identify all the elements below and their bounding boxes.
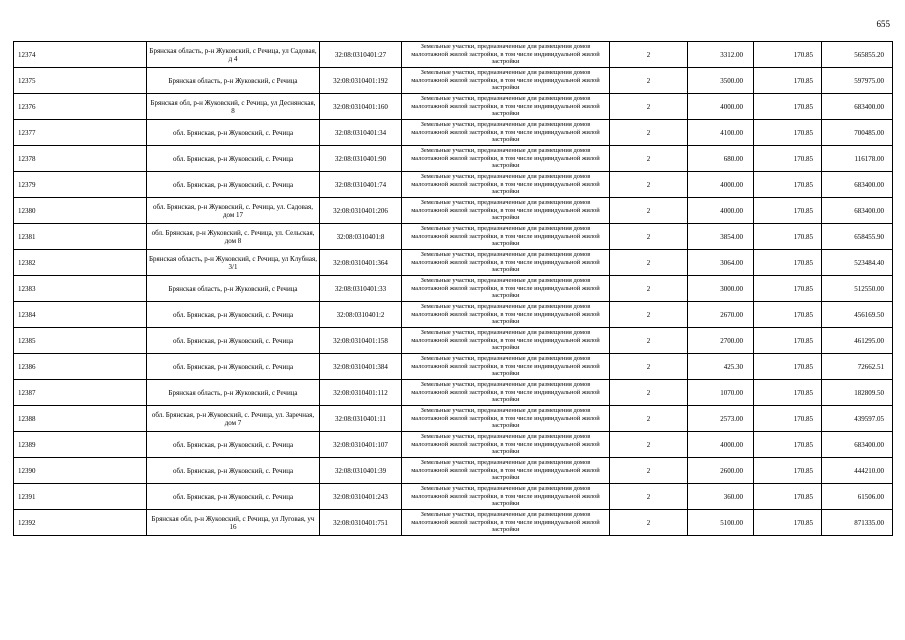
area-cell: 5100.00 bbox=[688, 510, 754, 536]
cadastral-value-cell: 658455.90 bbox=[822, 224, 893, 250]
area-cell: 3312.00 bbox=[688, 42, 754, 68]
cadastral-number-cell: 32:08:0310401:751 bbox=[320, 510, 402, 536]
land-use-cell: Земельные участки, предназначенные для размещения домов малоэтажной жилой застройки, в том числе индивидуальной жилой застройки bbox=[402, 120, 610, 146]
address-cell: Брянская обл, р-н Жуковский, с Речица, ул Луговая, уч 16 bbox=[147, 510, 320, 536]
land-use-cell: Земельные участки, предназначенные для размещения домов малоэтажной жилой застройки, в том числе индивидуальной жилой застройки bbox=[402, 302, 610, 328]
group-cell: 2 bbox=[610, 302, 688, 328]
address-cell: обл. Брянская, р-н Жуковский, с. Речица, ул. Заречная, дом 7 bbox=[147, 406, 320, 432]
group-cell: 2 bbox=[610, 42, 688, 68]
table-row bbox=[14, 406, 893, 432]
row-number: 12385 bbox=[14, 328, 147, 354]
cadastral-number-cell: 32:08:0310401:384 bbox=[320, 354, 402, 380]
land-use-cell: Земельные участки, предназначенные для размещения домов малоэтажной жилой застройки, в том числе индивидуальной жилой застройки bbox=[402, 172, 610, 198]
group-cell: 2 bbox=[610, 510, 688, 536]
cadastral-value-cell: 444210.00 bbox=[822, 458, 893, 484]
cadastral-number-cell: 32:08:0310401:243 bbox=[320, 484, 402, 510]
address-cell: обл. Брянская, р-н Жуковский, с. Речица bbox=[147, 172, 320, 198]
specific-value-cell: 170.85 bbox=[754, 146, 822, 172]
land-use-cell: Земельные участки, предназначенные для размещения домов малоэтажной жилой застройки, в том числе индивидуальной жилой застройки bbox=[402, 146, 610, 172]
area-cell: 2600.00 bbox=[688, 458, 754, 484]
address-cell: Брянская область, р-н Жуковский, с Речица, ул Клубная, 3/1 bbox=[147, 250, 320, 276]
land-use-cell: Земельные участки, предназначенные для размещения домов малоэтажной жилой застройки, в том числе индивидуальной жилой застройки bbox=[402, 198, 610, 224]
specific-value-cell: 170.85 bbox=[754, 250, 822, 276]
cadastral-value-cell: 439597.05 bbox=[822, 406, 893, 432]
cadastral-value-cell: 683400.00 bbox=[822, 198, 893, 224]
group-cell: 2 bbox=[610, 120, 688, 146]
table-row bbox=[14, 146, 893, 172]
area-cell: 425.30 bbox=[688, 354, 754, 380]
cadastral-number-cell: 32:08:0310401:107 bbox=[320, 432, 402, 458]
cadastral-number-cell: 32:08:0310401:192 bbox=[320, 68, 402, 94]
cadastral-value-cell: 512550.00 bbox=[822, 276, 893, 302]
table-row bbox=[14, 432, 893, 458]
address-cell: Брянская обл, р-н Жуковский, с Речица, ул Деснянская, 8 bbox=[147, 94, 320, 120]
address-cell: обл. Брянская, р-н Жуковский, с. Речица bbox=[147, 432, 320, 458]
address-cell: обл. Брянская, р-н Жуковский, с. Речица, ул. Садовая, дом 17 bbox=[147, 198, 320, 224]
land-use-cell: Земельные участки, предназначенные для размещения домов малоэтажной жилой застройки, в том числе индивидуальной жилой застройки bbox=[402, 94, 610, 120]
row-number: 12392 bbox=[14, 510, 147, 536]
area-cell: 4000.00 bbox=[688, 172, 754, 198]
land-use-cell: Земельные участки, предназначенные для размещения домов малоэтажной жилой застройки, в том числе индивидуальной жилой застройки bbox=[402, 354, 610, 380]
cadastral-number-cell: 32:08:0310401:27 bbox=[320, 42, 402, 68]
specific-value-cell: 170.85 bbox=[754, 172, 822, 198]
cadastral-value-cell: 683400.00 bbox=[822, 94, 893, 120]
table-row bbox=[14, 484, 893, 510]
area-cell: 1070.00 bbox=[688, 380, 754, 406]
table-row bbox=[14, 198, 893, 224]
cadastral-value-cell: 523484.40 bbox=[822, 250, 893, 276]
row-number: 12390 bbox=[14, 458, 147, 484]
specific-value-cell: 170.85 bbox=[754, 354, 822, 380]
row-number: 12378 bbox=[14, 146, 147, 172]
table-row bbox=[14, 68, 893, 94]
row-number: 12387 bbox=[14, 380, 147, 406]
land-use-cell: Земельные участки, предназначенные для размещения домов малоэтажной жилой застройки, в том числе индивидуальной жилой застройки bbox=[402, 250, 610, 276]
group-cell: 2 bbox=[610, 354, 688, 380]
land-use-cell: Земельные участки, предназначенные для размещения домов малоэтажной жилой застройки, в том числе индивидуальной жилой застройки bbox=[402, 380, 610, 406]
address-cell: обл. Брянская, р-н Жуковский, с. Речица bbox=[147, 458, 320, 484]
land-use-cell: Земельные участки, предназначенные для размещения домов малоэтажной жилой застройки, в том числе индивидуальной жилой застройки bbox=[402, 68, 610, 94]
specific-value-cell: 170.85 bbox=[754, 198, 822, 224]
land-use-cell: Земельные участки, предназначенные для размещения домов малоэтажной жилой застройки, в том числе индивидуальной жилой застройки bbox=[402, 276, 610, 302]
row-number: 12381 bbox=[14, 224, 147, 250]
table-row bbox=[14, 250, 893, 276]
row-number: 12388 bbox=[14, 406, 147, 432]
specific-value-cell: 170.85 bbox=[754, 432, 822, 458]
cadastral-value-cell: 456169.50 bbox=[822, 302, 893, 328]
specific-value-cell: 170.85 bbox=[754, 68, 822, 94]
area-cell: 3064.00 bbox=[688, 250, 754, 276]
cadastral-value-cell: 683400.00 bbox=[822, 432, 893, 458]
area-cell: 3000.00 bbox=[688, 276, 754, 302]
group-cell: 2 bbox=[610, 146, 688, 172]
cadastral-number-cell: 32:08:0310401:11 bbox=[320, 406, 402, 432]
table-row bbox=[14, 42, 893, 68]
table-row bbox=[14, 302, 893, 328]
table-row bbox=[14, 120, 893, 146]
cadastral-value-cell: 61506.00 bbox=[822, 484, 893, 510]
address-cell: обл. Брянская, р-н Жуковский, с. Речица, ул. Сельская, дом 8 bbox=[147, 224, 320, 250]
area-cell: 2670.00 bbox=[688, 302, 754, 328]
group-cell: 2 bbox=[610, 406, 688, 432]
group-cell: 2 bbox=[610, 172, 688, 198]
group-cell: 2 bbox=[610, 250, 688, 276]
area-cell: 4000.00 bbox=[688, 432, 754, 458]
address-cell: обл. Брянская, р-н Жуковский, с. Речица bbox=[147, 302, 320, 328]
table-body bbox=[14, 42, 893, 536]
land-use-cell: Земельные участки, предназначенные для размещения домов малоэтажной жилой застройки, в том числе индивидуальной жилой застройки bbox=[402, 42, 610, 68]
cadastral-value-cell: 182809.50 bbox=[822, 380, 893, 406]
address-cell: Брянская область, р-н Жуковский, с Речица bbox=[147, 380, 320, 406]
land-use-cell: Земельные участки, предназначенные для размещения домов малоэтажной жилой застройки, в том числе индивидуальной жилой застройки bbox=[402, 510, 610, 536]
table-row bbox=[14, 458, 893, 484]
cadastral-value-cell: 116178.00 bbox=[822, 146, 893, 172]
cadastral-number-cell: 32:08:0310401:206 bbox=[320, 198, 402, 224]
area-cell: 360.00 bbox=[688, 484, 754, 510]
area-cell: 2573.00 bbox=[688, 406, 754, 432]
address-cell: обл. Брянская, р-н Жуковский, с. Речица bbox=[147, 484, 320, 510]
specific-value-cell: 170.85 bbox=[754, 510, 822, 536]
row-number: 12377 bbox=[14, 120, 147, 146]
specific-value-cell: 170.85 bbox=[754, 120, 822, 146]
specific-value-cell: 170.85 bbox=[754, 458, 822, 484]
specific-value-cell: 170.85 bbox=[754, 328, 822, 354]
specific-value-cell: 170.85 bbox=[754, 302, 822, 328]
cadastral-number-cell: 32:08:0310401:33 bbox=[320, 276, 402, 302]
land-use-cell: Земельные участки, предназначенные для размещения домов малоэтажной жилой застройки, в том числе индивидуальной жилой застройки bbox=[402, 328, 610, 354]
address-cell: обл. Брянская, р-н Жуковский, с. Речица bbox=[147, 120, 320, 146]
cadastral-number-cell: 32:08:0310401:90 bbox=[320, 146, 402, 172]
specific-value-cell: 170.85 bbox=[754, 484, 822, 510]
cadastral-value-cell: 461295.00 bbox=[822, 328, 893, 354]
row-number: 12384 bbox=[14, 302, 147, 328]
cadastral-number-cell: 32:08:0310401:39 bbox=[320, 458, 402, 484]
group-cell: 2 bbox=[610, 224, 688, 250]
cadastral-value-cell: 683400.00 bbox=[822, 172, 893, 198]
group-cell: 2 bbox=[610, 198, 688, 224]
specific-value-cell: 170.85 bbox=[754, 94, 822, 120]
land-use-cell: Земельные участки, предназначенные для размещения домов малоэтажной жилой застройки, в том числе индивидуальной жилой застройки bbox=[402, 224, 610, 250]
group-cell: 2 bbox=[610, 484, 688, 510]
table-row bbox=[14, 380, 893, 406]
row-number: 12391 bbox=[14, 484, 147, 510]
table-row bbox=[14, 354, 893, 380]
cadastral-number-cell: 32:08:0310401:158 bbox=[320, 328, 402, 354]
cadastral-value-cell: 72662.51 bbox=[822, 354, 893, 380]
row-number: 12374 bbox=[14, 42, 147, 68]
area-cell: 2700.00 bbox=[688, 328, 754, 354]
address-cell: Брянская область, р-н Жуковский, с Речица, ул Садовая, д 4 bbox=[147, 42, 320, 68]
cadastral-number-cell: 32:08:0310401:8 bbox=[320, 224, 402, 250]
row-number: 12380 bbox=[14, 198, 147, 224]
table-row bbox=[14, 510, 893, 536]
row-number: 12376 bbox=[14, 94, 147, 120]
cadastral-number-cell: 32:08:0310401:112 bbox=[320, 380, 402, 406]
land-use-cell: Земельные участки, предназначенные для размещения домов малоэтажной жилой застройки, в том числе индивидуальной жилой застройки bbox=[402, 432, 610, 458]
specific-value-cell: 170.85 bbox=[754, 224, 822, 250]
specific-value-cell: 170.85 bbox=[754, 380, 822, 406]
group-cell: 2 bbox=[610, 68, 688, 94]
group-cell: 2 bbox=[610, 432, 688, 458]
row-number: 12389 bbox=[14, 432, 147, 458]
address-cell: обл. Брянская, р-н Жуковский, с. Речица bbox=[147, 146, 320, 172]
cadastral-number-cell: 32:08:0310401:2 bbox=[320, 302, 402, 328]
group-cell: 2 bbox=[610, 458, 688, 484]
cadastral-value-cell: 597975.00 bbox=[822, 68, 893, 94]
row-number: 12382 bbox=[14, 250, 147, 276]
area-cell: 4000.00 bbox=[688, 198, 754, 224]
area-cell: 3854.00 bbox=[688, 224, 754, 250]
land-use-cell: Земельные участки, предназначенные для размещения домов малоэтажной жилой застройки, в том числе индивидуальной жилой застройки bbox=[402, 484, 610, 510]
land-use-cell: Земельные участки, предназначенные для размещения домов малоэтажной жилой застройки, в том числе индивидуальной жилой застройки bbox=[402, 458, 610, 484]
table-row bbox=[14, 224, 893, 250]
row-number: 12379 bbox=[14, 172, 147, 198]
group-cell: 2 bbox=[610, 328, 688, 354]
address-cell: Брянская область, р-н Жуковский, с Речица bbox=[147, 276, 320, 302]
row-number: 12383 bbox=[14, 276, 147, 302]
table-row bbox=[14, 94, 893, 120]
area-cell: 3500.00 bbox=[688, 68, 754, 94]
row-number: 12375 bbox=[14, 68, 147, 94]
group-cell: 2 bbox=[610, 94, 688, 120]
area-cell: 4100.00 bbox=[688, 120, 754, 146]
page-number: 655 bbox=[876, 19, 890, 29]
group-cell: 2 bbox=[610, 276, 688, 302]
address-cell: обл. Брянская, р-н Жуковский, с. Речица bbox=[147, 354, 320, 380]
cadastral-value-cell: 871335.00 bbox=[822, 510, 893, 536]
specific-value-cell: 170.85 bbox=[754, 42, 822, 68]
land-use-cell: Земельные участки, предназначенные для размещения домов малоэтажной жилой застройки, в том числе индивидуальной жилой застройки bbox=[402, 406, 610, 432]
land-register-table bbox=[13, 41, 893, 536]
table-row bbox=[14, 328, 893, 354]
table-row bbox=[14, 172, 893, 198]
specific-value-cell: 170.85 bbox=[754, 406, 822, 432]
cadastral-number-cell: 32:08:0310401:74 bbox=[320, 172, 402, 198]
cadastral-number-cell: 32:08:0310401:364 bbox=[320, 250, 402, 276]
specific-value-cell: 170.85 bbox=[754, 276, 822, 302]
cadastral-number-cell: 32:08:0310401:160 bbox=[320, 94, 402, 120]
address-cell: обл. Брянская, р-н Жуковский, с. Речица bbox=[147, 328, 320, 354]
cadastral-value-cell: 700485.00 bbox=[822, 120, 893, 146]
row-number: 12386 bbox=[14, 354, 147, 380]
area-cell: 680.00 bbox=[688, 146, 754, 172]
area-cell: 4000.00 bbox=[688, 94, 754, 120]
table-row bbox=[14, 276, 893, 302]
address-cell: Брянская область, р-н Жуковский, с Речица bbox=[147, 68, 320, 94]
group-cell: 2 bbox=[610, 380, 688, 406]
cadastral-number-cell: 32:08:0310401:34 bbox=[320, 120, 402, 146]
cadastral-value-cell: 565855.20 bbox=[822, 42, 893, 68]
